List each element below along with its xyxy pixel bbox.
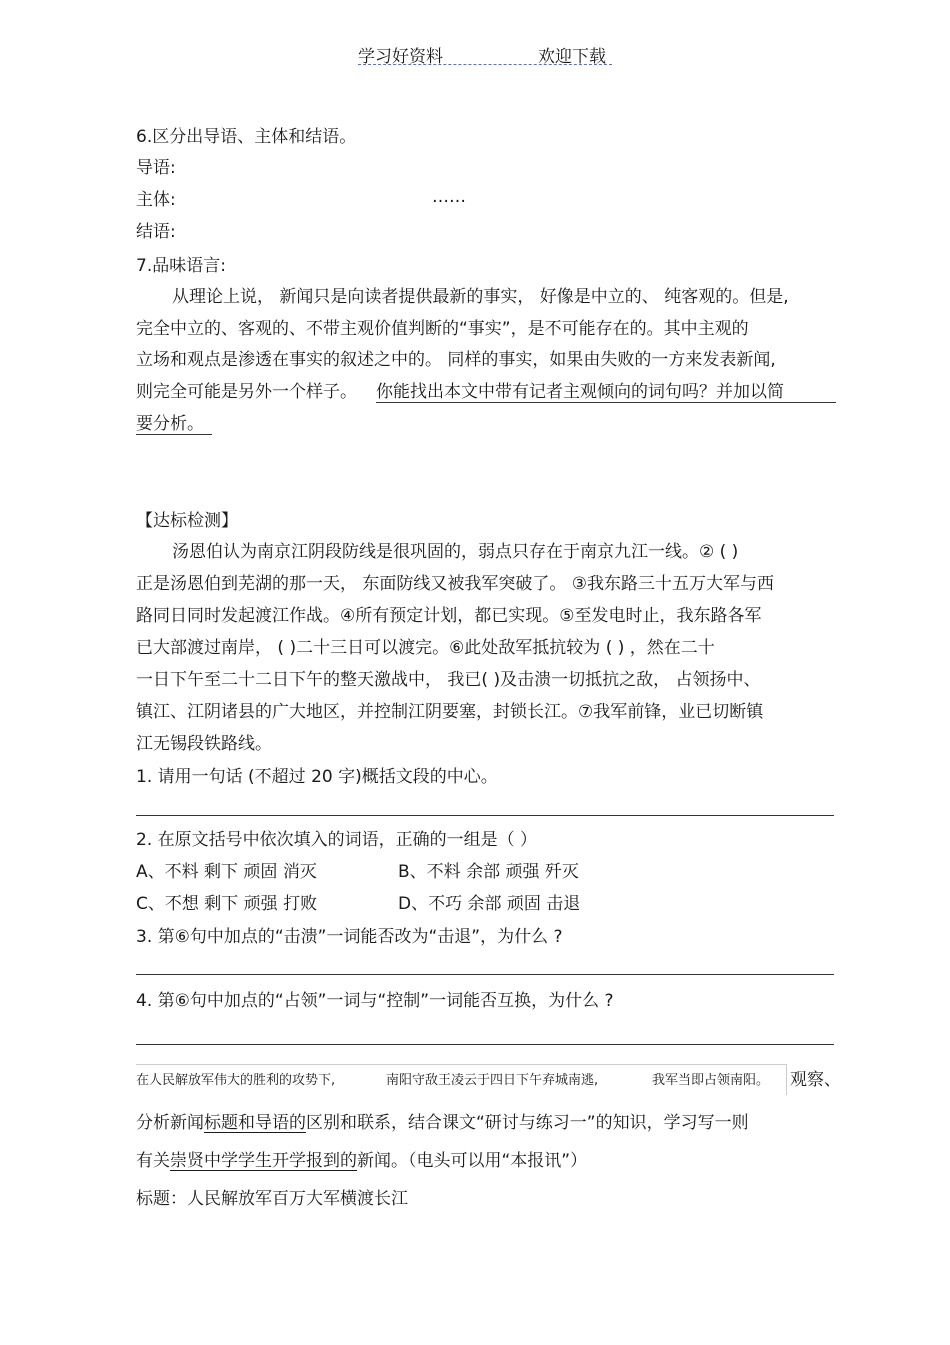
test-q3: 3. 第⑥句中加点的“击溃”一词能否改为“击退”，为什么 ? (136, 927, 563, 947)
test-line: 一日下午至二十二日下午的整天激战中， 我已( )及击溃一切抵抗之敌， 占领扬中、 (136, 670, 761, 690)
sample-news-part1: 在人民解放军伟大的胜利的攻势下, (136, 1073, 336, 1088)
q6-title: 6.区分出导语、主体和结语。 (136, 127, 357, 147)
q7-question-cont-underline (136, 434, 212, 435)
task-text: 新闻。（电头可以用“本报讯”） (357, 1151, 588, 1171)
observe-text: 观察、 (790, 1070, 841, 1090)
q6-lead-label: 导语: (136, 158, 176, 178)
option-a: A、不料 剩下 顽固 消灭 (136, 862, 317, 882)
option-b: B、不料 余部 顽强 歼灭 (398, 862, 579, 882)
option-d: D、不巧 余部 顽固 击退 (398, 894, 581, 914)
q7-question: 你能找出本文中带有记者主观倾向的词句吗？并加以简 (376, 382, 784, 402)
header-left: 学习好资料 (358, 47, 443, 67)
header-dashed-rule (358, 64, 612, 65)
header-right: 欢迎下载 (538, 47, 606, 67)
test-line: 汤恩伯认为南京江阴段防线是很巩固的，弱点只存在于南京九江一线。② ( ) (172, 542, 739, 562)
q6-end-label: 结语: (136, 222, 176, 242)
test-line: 路同日同时发起渡江作战。④所有预定计划，都已实现。⑤至发电时止，我东路各军 (136, 606, 762, 626)
answer-line (136, 974, 834, 975)
test-q2: 2. 在原文括号中依次填入的词语，正确的一组是（ ） (136, 830, 538, 850)
option-c: C、不想 剩下 顽强 打败 (136, 894, 318, 914)
q6-body-label: 主体: (136, 190, 176, 210)
sample-news-part2: 南阳守敌王凌云于四日下午弃城南逃, (386, 1073, 599, 1088)
test-heading: 【达标检测】 (136, 511, 238, 531)
test-line: 江无锡段铁路线。 (136, 734, 272, 754)
task-text: 区别和联系，结合课文“研讨与练习一”的知识，学习写一则 (306, 1113, 749, 1133)
q7-line: 完全中立的、客观的、不带主观价值判断的“事实”，是不可能存在的。其中主观的 (136, 319, 749, 339)
task-underlined-text: 崇贤中学学生开学报到的 (170, 1151, 357, 1171)
task-underlined-text: 标题和导语的 (204, 1113, 306, 1133)
answer-line (136, 1044, 834, 1045)
task-text: 分析新闻 (136, 1113, 204, 1133)
test-line: 已大部渡过南岸， ( )二十三日可以渡完。⑥此处敌军抵抗较为 ( ) ，然在二十 (136, 638, 715, 658)
test-line: 正是汤恩伯到芜湖的那一天， 东面防线又被我军突破了。 ③我东路三十五万大军与西 (136, 574, 775, 594)
q7-line: 则完全可能是另外一个样子。 (136, 382, 357, 402)
q7-question-underline (376, 402, 836, 403)
answer-line (136, 815, 834, 816)
headline-text: 标题：人民解放军百万大军横渡长江 (136, 1189, 408, 1209)
task-line-1 (136, 1113, 749, 1133)
q7-question-cont: 要分析。 (136, 414, 204, 434)
q7-line: 从理论上说， 新闻只是向读者提供最新的事实， 好像是中立的、 纯客观的。但是, (172, 287, 789, 307)
sample-news-part3: 我军当即占领南阳。 (652, 1073, 770, 1088)
test-line: 镇江、江阴诸县的广大地区，并控制江阴要塞，封锁长江。⑦我军前锋，业已切断镇 (136, 702, 764, 722)
task-line-2 (136, 1151, 587, 1171)
q6-ellipsis: …… (432, 187, 466, 207)
task-text: 有关 (136, 1151, 170, 1171)
q7-line: 立场和观点是渗透在事实的叙述之中的。 同样的事实，如果由失败的一方来发表新闻, (136, 350, 776, 370)
test-q4: 4. 第⑥句中加点的“占领”一词与“控制”一词能否互换，为什么 ? (136, 991, 614, 1011)
test-q1: 1. 请用一句话 (不超过 20 字)概括文段的中心。 (136, 767, 498, 787)
q7-title: 7.品味语言: (136, 256, 226, 276)
